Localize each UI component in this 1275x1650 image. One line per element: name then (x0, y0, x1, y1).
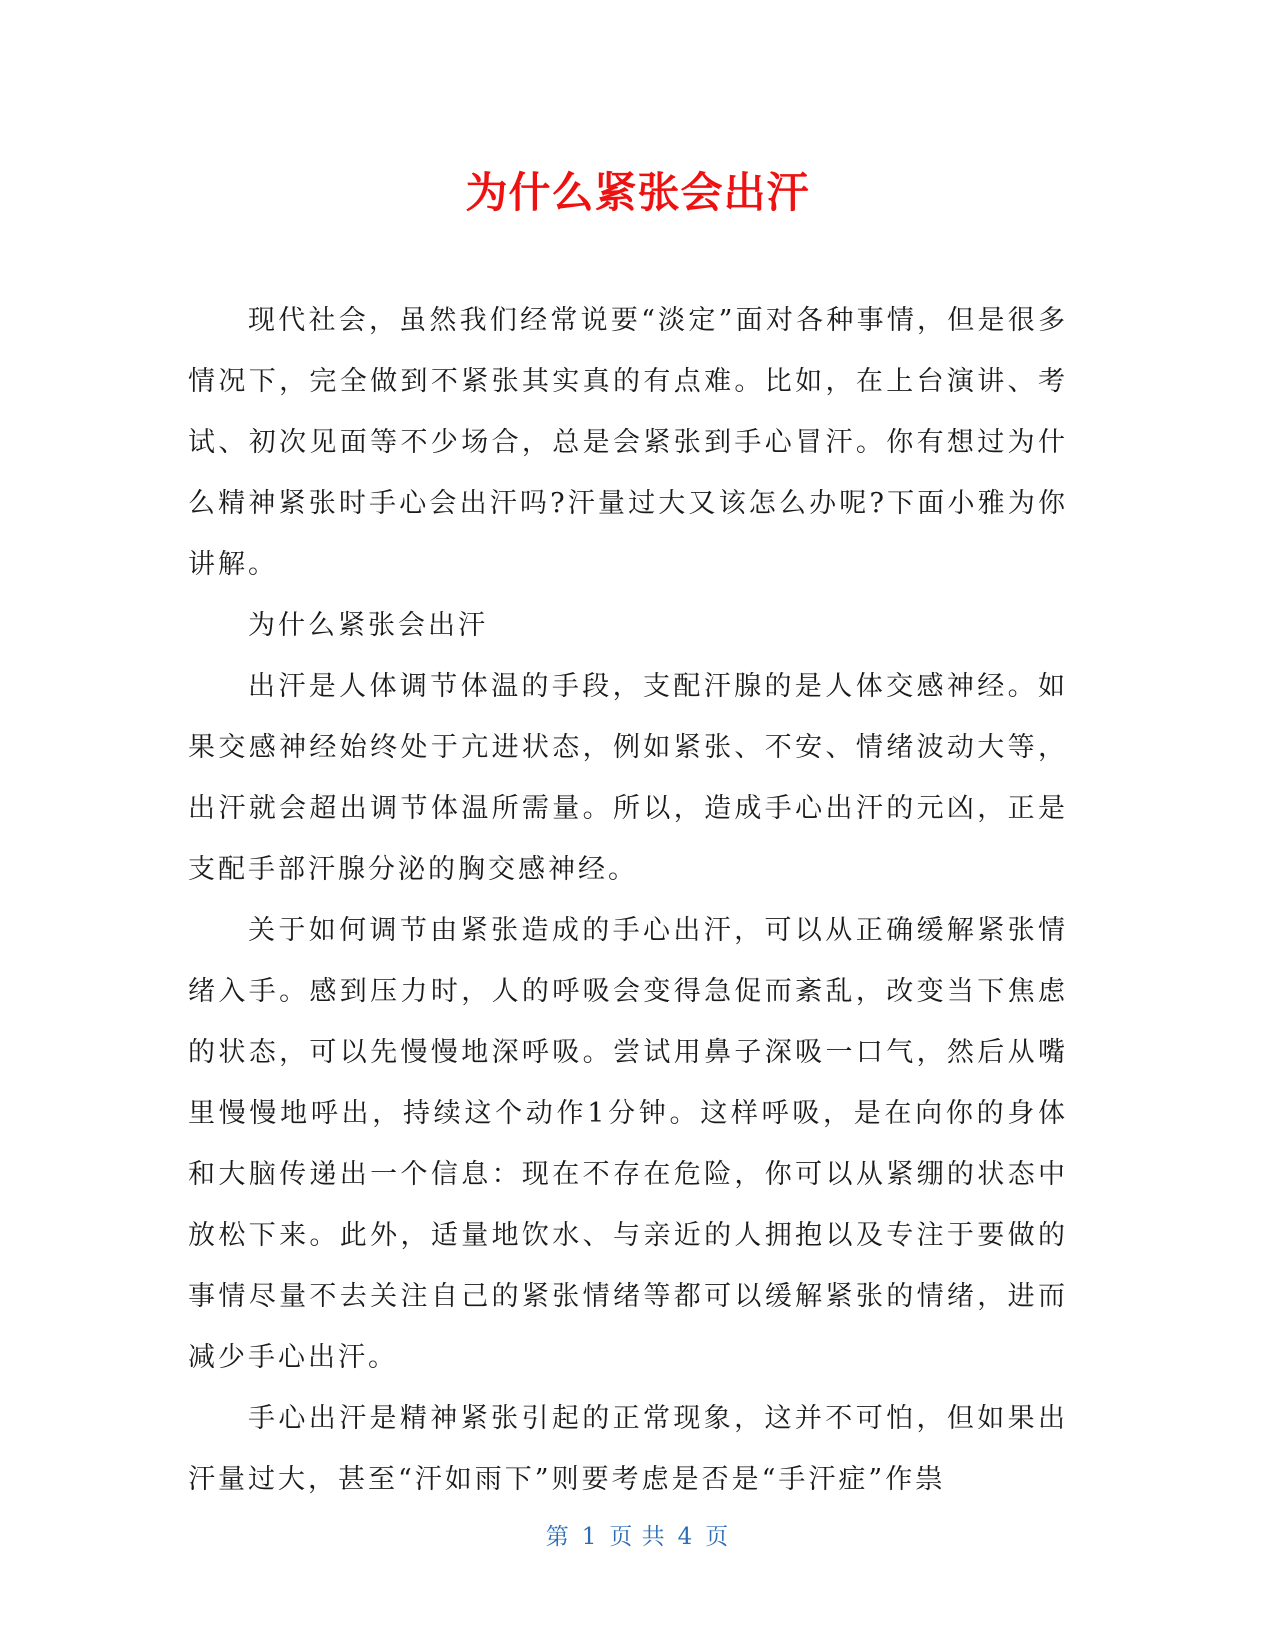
footer-total-pages: 4 (677, 1524, 694, 1550)
paragraph-cause: 出汗是人体调节体温的手段，支配汗腺的是人体交感神经。如果交感神经始终处于亢进状态，例如紧张、不安、情绪波动大等，出汗就会超出调节体温所需量。所以，造成手心出汗的元凶，正是支配手部汗腺分泌的胸交感神经。 (188, 671, 1068, 885)
paragraph-hyperhidrosis: 手心出汗是精神紧张引起的正常现象，这并不可怕，但如果出汗量过大，甚至“汗如雨下”则要考虑是否是“手汗症”作祟 (188, 1403, 1068, 1495)
section-heading: 为什么紧张会出汗 (248, 610, 488, 641)
footer-mid: 页 共 (609, 1524, 666, 1550)
paragraph-intro: 现代社会，虽然我们经常说要“淡定”面对各种事情，但是很多情况下，完全做到不紧张其实真的有点难。比如，在上台演讲、考试、初次见面等不少场合，总是会紧张到手心冒汗。你有想过为什么精神紧张时手心会出汗吗?汗量过大又该怎么办呢?下面小雅为你讲解。 (188, 305, 1068, 580)
footer-prefix: 第 (545, 1524, 570, 1550)
document-title: 为什么紧张会出汗 (465, 168, 810, 217)
footer-current-page: 1 (581, 1524, 598, 1550)
page-number-footer (0, 1518, 1275, 1551)
footer-suffix: 页 (705, 1524, 730, 1550)
document-body (188, 290, 1068, 1510)
paragraph-remedy: 关于如何调节由紧张造成的手心出汗，可以从正确缓解紧张情绪入手。感到压力时，人的呼吸会变得急促而紊乱，改变当下焦虑的状态，可以先慢慢地深呼吸。尝试用鼻子深吸一口气，然后从嘴里慢慢地呼出，持续这个动作1分钟。这样呼吸，是在向你的身体和大脑传递出一个信息：现在不存在危险，你可以从紧绷的状态中放松下来。此外，适量地饮水、与亲近的人拥抱以及专注于要做的事情尽量不去关注自己的紧张情绪等都可以缓解紧张的情绪，进而减少手心出汗。 (188, 915, 1068, 1373)
